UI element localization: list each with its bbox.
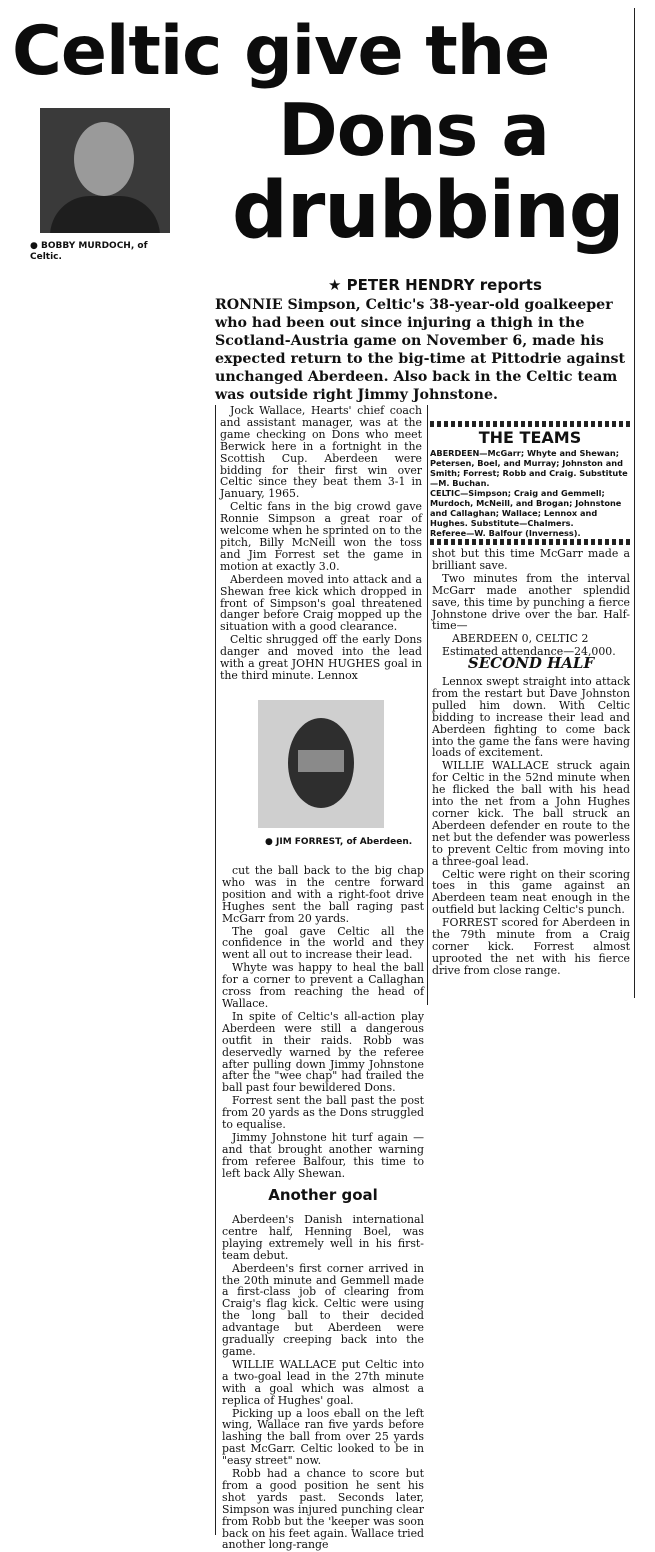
headline-line-1: Celtic give the (12, 12, 550, 91)
teams-bottom-border (430, 539, 630, 545)
lead-paragraph: RONNIE Simpson, Celtic's 38-year-old goalkeeper who had been out since injuring a thigh in the Scotland-Austria game on November 6, made his expected return to the big-time at Pittodrie against unchanged Aberdeen. Also back in the Celtic team was outside right Jimmy Johnstone. (215, 297, 626, 403)
subhead-another-goal: Another goal (268, 1186, 378, 1204)
column-1-top: Jock Wallace, Hearts' chief coach and assistant manager, was at the game checking on Dons who meet Berwick here in a fortnight in the Scottish Cup. Aberdeen were bidding for their first win over Celtic since they beat them 3-1 in January, 1965. Celtic fans in the big crowd gave Ronnie Simpson a great roar of welcome when he sprinted on to the pitch, Billy McNeill won the toss and Jim Forrest set the game in motion at exactly 3.0. Aberdeen moved into attack and a Shewan free kick which dropped in front of Simpson's goal threatened danger before Craig mopped up the situation with a good clearance. Celtic shrugged off the early Dons danger and moved into the lead with a great JOHN HUGHES goal in the third minute. Lennox (220, 404, 422, 682)
headline-line-3: drubbing (232, 166, 624, 256)
bobby-murdoch-photo (40, 108, 170, 233)
murdoch-caption: ● BOBBY MURDOCH, of Celtic. (30, 241, 148, 262)
column-1-middle: cut the ball back to the big chap who was in the centre forward position and with a right-foot drive Hughes sent the ball raging past McGarr from 20 yards. The goal gave Celtic all the confidence in the world and they went all out to increase their lead. Whyte was happy to heal the ball for a corner to prevent a Callaghan cross from reaching the head of Wallace. In spite of Celtic's all-action play Aberdeen were still a dangerous outfit in their raids. Robb was deservedly warned by the referee after pulling down Jimmy Johnstone after the "wee chap" had trailed the ball past four bewildered Dons. Forrest sent the ball past the post from 20 yards as the Dons struggled to equalise. Jimmy Johnstone hit turf again —and that brought another warning from referee Balfour, this time to left back Ally Shewan. (222, 864, 424, 1180)
teams-top-border (430, 421, 630, 427)
column-rule-middle (427, 405, 428, 1005)
jim-forrest-photo (258, 700, 384, 828)
forrest-caption: ● JIM FORREST, of Aberdeen. (265, 837, 413, 847)
attendance: Estimated attendance—24,000. (442, 645, 616, 659)
subhead-second-half: SECOND HALF (467, 654, 595, 672)
column-2-top: shot but this time McGarr made a brilliant save. Two minutes from the interval McGarr made another splendid save, this time by punching a fierce Johnstone drive over the bar. Half-time— ABERDEEN 0, CELTIC 2 Estimated attendance—24,000. (432, 547, 630, 659)
column-rule-left (215, 405, 216, 1535)
headline-line-2: Dons a (278, 88, 549, 172)
column-2-bottom: Lennox swept straight into attack from the restart but Dave Johnston pulled him down. With Celtic bidding to increase their lead and Aberdeen fighting to come back into the game the fans were having loads of excitement. WILLIE WALLACE struck again for Celtic in the 52nd minute when he flicked the ball with his head into the net from a John Hughes corner kick. The ball struck an Aberdeen defender en route to the net but the defender was powerless to prevent Celtic from moving into a three-goal lead. Celtic were right on their scoring toes in this game against an Aberdeen team neat enough in the outfield but lacking Celtic's punch. FORREST scored for Aberdeen in the 79th minute from a Craig corner kick. Forrest almost uprooted the net with his fierce drive from close range. (432, 675, 630, 977)
column-rule-right (634, 8, 635, 998)
byline: ★ PETER HENDRY reports (328, 276, 542, 294)
teams-box: ABERDEEN—McGarr; Whyte and Shewan; Petersen, Boel, and Murray; Johnston and Smith; Forrest; Robb and Craig. Substitute—M. Buchan. CELTIC—Simpson; Craig and Gemmell; Murdoch, McNeill, and Brogan; Johnstone and Callaghan; Wallace; Lennox and Hughes. Substitute—Chalmers. Referee—W. Balfour (Inverness). (430, 448, 628, 538)
teams-title: THE TEAMS (478, 428, 582, 447)
column-1-bottom: Aberdeen's Danish international centre half, Henning Boel, was playing extremely well in his first-team debut. Aberdeen's first corner arrived in the 20th minute and Gemmell made a first-class job of clearing from Craig's flag kick. Celtic were using the long ball to their decided advantage but Aberdeen were gradually creeping back into the game. WILLIE WALLACE put Celtic into a two-goal lead in the 27th minute with a goal which was almost a replica of Hughes' goal. Picking up a loos eball on the left wing, Wallace ran five yards before lashing the ball from over 25 yards past McGarr. Celtic looked to be in "easy street" now. Robb had a chance to score but from a good position he sent his shot yards past. Seconds later, Simpson was injured punching clear from Robb but the 'keeper was soon back on his feet again. Wallace tried another long-range (222, 1213, 424, 1552)
halftime-score: ABERDEEN 0, CELTIC 2 (452, 632, 589, 646)
